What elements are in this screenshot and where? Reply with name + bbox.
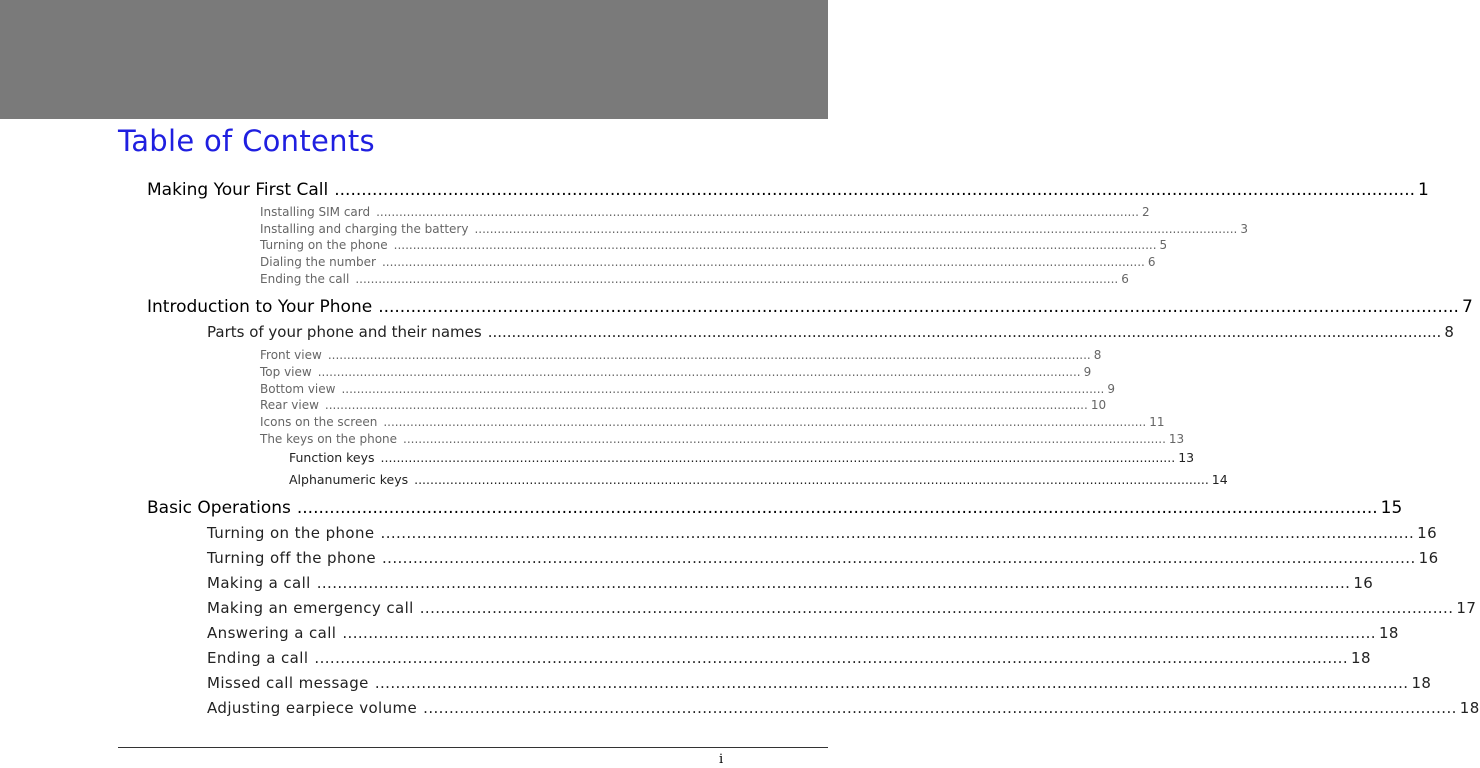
toc-entry[interactable] (207, 549, 1439, 567)
toc-entry-page: 10 (1090, 398, 1107, 412)
toc-entry-label: Turning on the phone (207, 524, 375, 542)
toc-entry-page: 1 (1418, 180, 1429, 200)
dot-leader: ........................................................................................................................................................................................................ (374, 674, 1409, 692)
dot-leader: ........................................................................................................................................................................................................ (414, 472, 1209, 487)
dot-leader: ........................................................................................................................................................................................................ (419, 599, 1454, 617)
toc-entry-label: Ending the call (260, 272, 350, 286)
toc-entry-label: Making a call (207, 574, 311, 592)
dot-leader: ........................................................................................................................................................................................................ (376, 205, 1139, 219)
dot-leader: ........................................................................................................................................................................................................ (314, 649, 1349, 667)
toc-entry-page: 9 (1083, 365, 1092, 379)
toc-entry-page: 16 (1418, 549, 1439, 567)
toc-entry[interactable] (207, 699, 1480, 717)
toc-entry-label: Bottom view (260, 382, 336, 396)
toc-entry-page: 6 (1147, 255, 1156, 269)
toc-entry[interactable] (207, 624, 1399, 642)
page-title: Table of Contents (118, 124, 375, 158)
toc-entry-page: 8 (1444, 323, 1454, 341)
toc-entry-label: Top view (260, 365, 312, 379)
dot-leader: ........................................................................................................................................................................................................ (380, 524, 1415, 542)
toc-entry-page: 16 (1417, 524, 1438, 542)
toc-entry-page: 13 (1168, 432, 1185, 446)
toc-entry-label: Making Your First Call (147, 180, 329, 200)
toc-entry-page: 11 (1149, 415, 1165, 429)
toc-entry-label: Installing SIM card (260, 205, 371, 219)
toc-entry-label: Rear view (260, 398, 319, 412)
toc-entry[interactable] (260, 255, 1156, 269)
dot-leader: ........................................................................................................................................................................................................ (403, 432, 1166, 446)
dot-leader: ........................................................................................................................................................................................................ (381, 255, 1145, 269)
toc-entry[interactable] (207, 649, 1371, 667)
toc-entry-page: 18 (1351, 649, 1371, 667)
toc-entry[interactable] (207, 574, 1374, 592)
toc-entry[interactable] (207, 323, 1454, 341)
toc-entry[interactable] (260, 272, 1129, 286)
page-number: i (719, 752, 724, 767)
dot-leader: ........................................................................................................................................................................................................ (355, 272, 1119, 286)
toc-entry-page: 3 (1240, 222, 1248, 236)
toc-entry-label: Making an emergency call (207, 599, 414, 617)
dot-leader: ........................................................................................................................................................................................................ (393, 238, 1157, 252)
toc-entry-page: 9 (1107, 382, 1115, 396)
toc-entry[interactable] (260, 205, 1150, 219)
toc-entry[interactable] (260, 238, 1168, 252)
dot-leader: ........................................................................................................................................................................................................ (378, 297, 1459, 317)
dot-leader: ........................................................................................................................................................................................................ (487, 323, 1442, 341)
toc-entry-page: 2 (1142, 205, 1150, 219)
toc-entry[interactable] (260, 432, 1185, 446)
toc-entry[interactable] (207, 674, 1432, 692)
toc-entry-label: Icons on the screen (260, 415, 378, 429)
footer-divider (118, 747, 828, 748)
toc-entry-page: 15 (1380, 498, 1403, 518)
toc-entry[interactable] (260, 398, 1107, 412)
toc-entry-label: Ending a call (207, 649, 309, 667)
toc-entry-label: Parts of your phone and their names (207, 323, 482, 341)
toc-entry-label: Dialing the number (260, 255, 376, 269)
toc-entry-label: Basic Operations (147, 498, 291, 518)
toc-entry-label: Front view (260, 348, 322, 362)
toc-entry[interactable] (207, 524, 1438, 542)
toc-entry-page: 5 (1159, 238, 1168, 252)
toc-entry[interactable] (289, 472, 1228, 487)
dot-leader: ........................................................................................................................................................................................................ (317, 365, 1081, 379)
dot-leader: ........................................................................................................................................................................................................ (341, 382, 1105, 396)
toc-entry-page: 18 (1411, 674, 1432, 692)
dot-leader: ........................................................................................................................................................................................................ (296, 498, 1378, 518)
toc-entry-page: 14 (1211, 472, 1228, 487)
dot-leader: ........................................................................................................................................................................................................ (474, 222, 1238, 236)
dot-leader: ........................................................................................................................................................................................................ (423, 699, 1457, 717)
toc-entry-page: 18 (1459, 699, 1480, 717)
toc-entry-label: Adjusting earpiece volume (207, 699, 418, 717)
toc-entry-page: 16 (1353, 574, 1374, 592)
toc-entry-page: 13 (1178, 450, 1195, 465)
toc-entry-label: Installing and charging the battery (260, 222, 469, 236)
toc-entry-page: 7 (1461, 297, 1473, 317)
toc-entry-label: Alphanumeric keys (289, 472, 409, 487)
dot-leader: ........................................................................................................................................................................................................ (342, 624, 1376, 642)
dot-leader: ........................................................................................................................................................................................................ (382, 549, 1416, 567)
toc-entry[interactable] (260, 365, 1092, 379)
toc-entry-page: 17 (1456, 599, 1477, 617)
dot-leader: ........................................................................................................................................................................................................ (324, 398, 1088, 412)
toc-entry-label: Turning on the phone (260, 238, 388, 252)
dot-leader: ........................................................................................................................................................................................................ (383, 415, 1147, 429)
dot-leader: ........................................................................................................................................................................................................ (327, 348, 1091, 362)
toc-entry[interactable] (260, 222, 1248, 236)
toc-entry[interactable] (260, 382, 1115, 396)
toc-entry-page: 18 (1378, 624, 1399, 642)
toc-entry[interactable] (289, 450, 1195, 465)
toc-entry[interactable] (147, 498, 1403, 518)
toc-entry[interactable] (260, 415, 1165, 429)
toc-entry-label: Introduction to Your Phone (147, 297, 373, 317)
toc-entry-label: The keys on the phone (260, 432, 398, 446)
toc-entry[interactable] (147, 180, 1429, 200)
dot-leader: ........................................................................................................................................................................................................ (334, 180, 1415, 200)
toc-entry[interactable] (260, 348, 1102, 362)
toc-entry-page: 6 (1121, 272, 1129, 286)
toc-entry-label: Missed call message (207, 674, 369, 692)
toc-entry-label: Answering a call (207, 624, 337, 642)
dot-leader: ........................................................................................................................................................................................................ (380, 450, 1176, 465)
toc-entry[interactable] (147, 297, 1473, 317)
toc-entry[interactable] (207, 599, 1477, 617)
toc-entry-label: Turning off the phone (207, 549, 376, 567)
toc-entry-page: 8 (1093, 348, 1102, 362)
toc-entry-label: Function keys (289, 450, 375, 465)
dot-leader: ........................................................................................................................................................................................................ (316, 574, 1351, 592)
